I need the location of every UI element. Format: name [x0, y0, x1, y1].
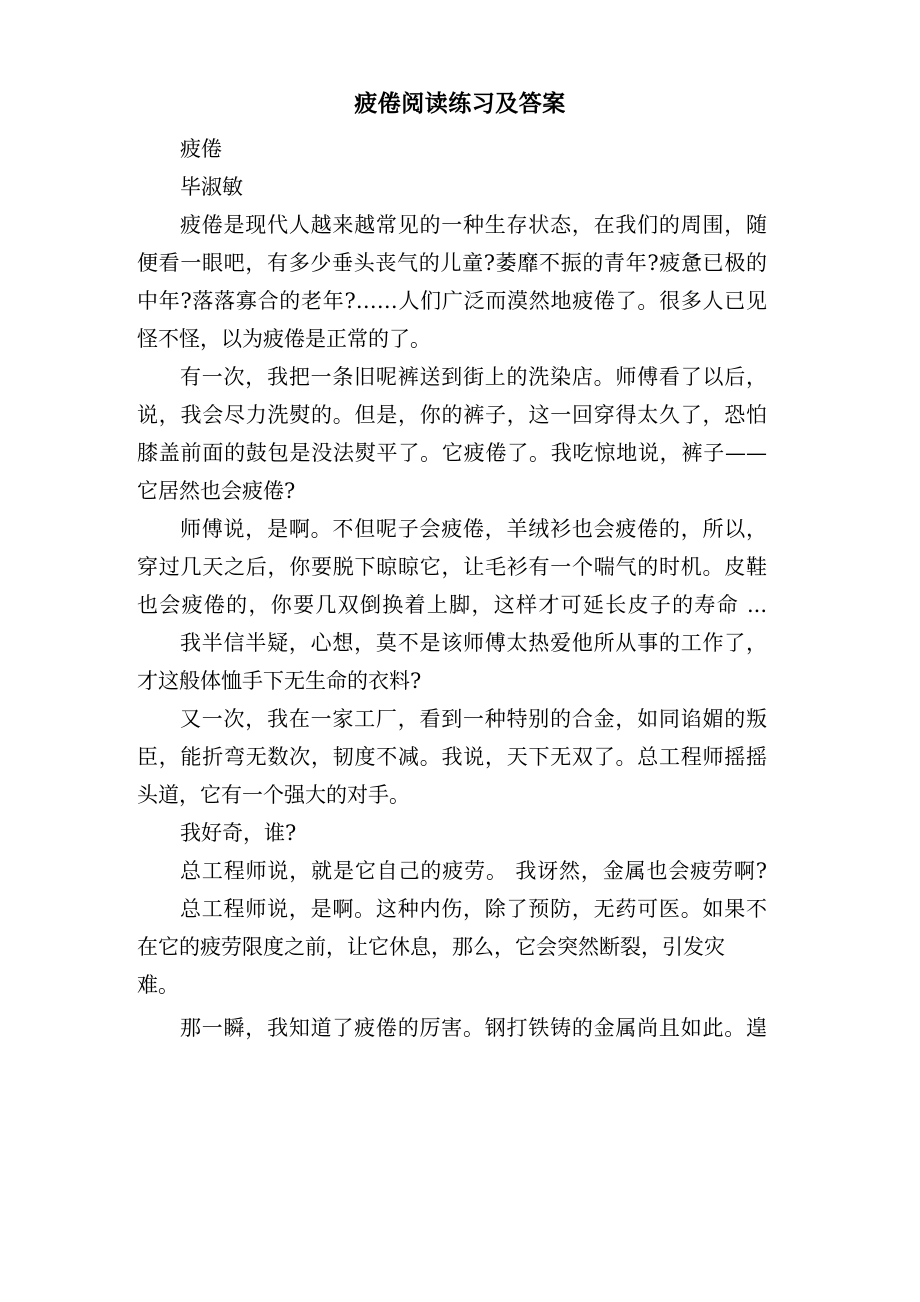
document-body [137, 130, 767, 1047]
paragraph-line: 那一瞬，我知道了疲倦的厉害。钢打铁铸的金属尚且如此。遑 [180, 1016, 767, 1040]
paragraph-line: 疲倦是现代人越来越常见的一种生存状态，在我们的周围，随 [180, 213, 767, 237]
paragraph-line: 我半信半疑，心想，莫不是该师傅太热爱他所从事的工作了， [180, 631, 767, 655]
paragraph-line: 才这般体恤手下无生命的衣料? [137, 669, 422, 693]
document-title: 疲倦阅读练习及答案 [354, 90, 566, 117]
paragraph-line: 头道，它有一个强大的对手。 [137, 783, 410, 807]
paragraph-line: 有一次，我把一条旧呢裤送到街上的洗染店。师傅看了以后， [180, 365, 767, 389]
paragraph-line: 中年?落落寡合的老年?……人们广泛而漠然地疲倦了。很多人已见 [137, 289, 767, 313]
paragraph-line: 便看一眼吧，有多少垂头丧气的儿童?萎靡不振的青年?疲惫已极的 [137, 251, 767, 275]
paragraph-line: 它居然也会疲倦? [137, 479, 296, 503]
paragraph-line: 又一次，我在一家工厂，看到一种特别的合金，如同谄媚的叛 [180, 707, 767, 731]
paragraph-line: 臣，能折弯无数次，韧度不减。我说，天下无双了。总工程师摇摇 [137, 745, 767, 769]
paragraph-line: 师傅说，是啊。不但呢子会疲倦，羊绒衫也会疲倦的，所以， [180, 517, 767, 541]
paragraph-line: 怪不怪，以为疲倦是正常的了。 [137, 327, 431, 351]
essay-subtitle: 疲倦 [180, 137, 222, 161]
paragraph-line: 总工程师说，是啊。这种内伤，除了预防，无药可医。如果不 [180, 897, 767, 921]
paragraph-line: 也会疲倦的，你要几双倒换着上脚，这样才可延长皮子的寿命 ... [137, 593, 767, 617]
author-name: 毕淑敏 [180, 175, 243, 199]
paragraph-line: 在它的疲劳限度之前，让它休息，那么，它会突然断裂，引发灾 [137, 935, 725, 959]
paragraph-lines [137, 206, 767, 1047]
paragraph-line: 说，我会尽力洗熨的。但是，你的裤子，这一回穿得太久了，恐怕 [137, 403, 767, 427]
paragraph-line: 穿过几天之后，你要脱下晾晾它，让毛衫有一个喘气的时机。皮鞋 [137, 555, 767, 579]
paragraph-line: 难。 [137, 973, 179, 997]
paragraph-line: 我好奇，谁? [180, 821, 297, 845]
paragraph-line: 膝盖前面的鼓包是没法熨平了。它疲倦了。我吃惊地说，裤子—— [137, 441, 767, 465]
paragraph-line: 总工程师说，就是它自己的疲劳。 我讶然，金属也会疲劳啊? [180, 859, 767, 883]
